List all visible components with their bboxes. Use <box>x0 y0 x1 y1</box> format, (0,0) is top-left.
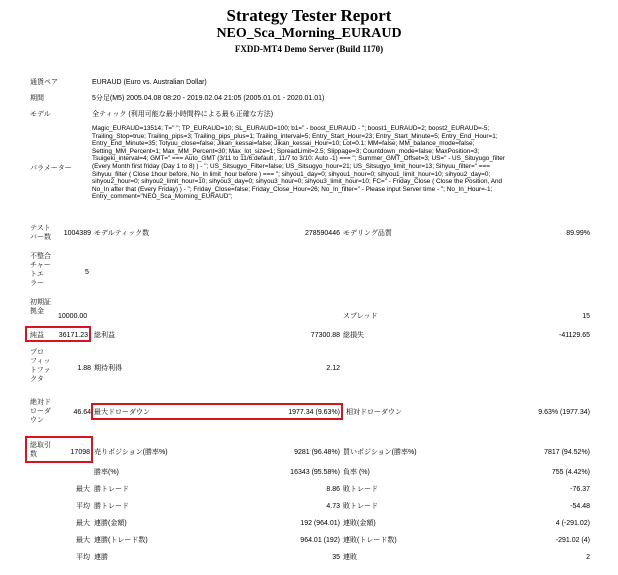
gross-loss-value: -41129.65 <box>558 332 590 339</box>
largest-loss-label: 敗トレード <box>343 486 378 493</box>
avg-cons-wins-value: 35 <box>332 554 340 561</box>
model-value: 全ティック (利用可能な最小時間枠による最も正確な方法) <box>92 111 274 118</box>
model-label: モデル <box>30 111 51 118</box>
spread-label: スプレッド <box>343 313 378 320</box>
ticks-value: 278590446 <box>304 230 340 237</box>
params-line: No_In after that (Every Friday) ) - "; Friday_Close=false; Friday_Close_Hour=26; No_In_filter=" - Please input Server time - "; No_In_Hour=-1; <box>92 185 493 193</box>
largest-win-value: 8.86 <box>326 486 340 493</box>
avg-cons-losses-label: 連敗 <box>343 554 357 561</box>
loss-rate-label: 負率 (%) <box>343 469 370 476</box>
average-prefix: 平均 <box>76 503 90 510</box>
abs-dd-label: 絶対ド ローダ ウン <box>30 399 51 424</box>
report-title: Strategy Tester Report <box>226 6 392 25</box>
rel-dd-value: 9.63% (1977.34) <box>538 409 590 416</box>
max-dd-label: 最大ドローダウン <box>94 409 150 416</box>
largest-loss-value: -76.37 <box>570 486 590 493</box>
largest-win-label: 勝トレード <box>94 486 129 493</box>
pair-value: EURAUD (Euro vs. Australian Dollar) <box>92 79 207 86</box>
largest-prefix: 最大 <box>76 520 90 527</box>
total-trades-label: 総取引 数 <box>30 442 51 458</box>
params-line: Entry_comment="NEO_Sca_Morning_EURAUD"; <box>92 193 233 201</box>
params-label: パラメーター <box>30 165 72 172</box>
params-line: sihyou2_hour=0; sihyou2_limit_hour=10; sihyou3_day=0; sihyou3_hour=0; sihyou3_limit_hour=10; FC=" - Friday_Close ( Close the Position, And <box>92 178 503 186</box>
avg-loss-value: -54.48 <box>570 503 590 510</box>
params-line: Tsuigeki_interval=4; GMT=" === Auto_GMT (3/11 to 11/6:default , 11/7 to 3/10: Auto -1) === "; Summer_GMT_Offset=3; US=" - US_Situyugo_filter <box>92 155 505 163</box>
pair-label: 通貨ペア <box>30 79 58 86</box>
ticks-label: モデルティック数 <box>94 230 150 237</box>
bars-label: テスト バー数 <box>30 225 51 241</box>
largest-prefix: 最大 <box>76 486 90 493</box>
max-cons-loss-label: 連敗(トレード数) <box>343 537 397 544</box>
bars-value: 1004389 <box>63 230 91 237</box>
pf-value: 1.88 <box>77 365 91 372</box>
long-label: 買いポジション(勝率%) <box>343 449 417 456</box>
abs-dd-value: 46.64 <box>73 409 91 416</box>
total-trades-value: 17098 <box>70 449 90 456</box>
gross-loss-label: 総損失 <box>343 332 364 339</box>
win-rate-value: 16343 (95.58%) <box>290 469 340 476</box>
max-cons-losses-value: 4 (-291.02) <box>555 520 590 527</box>
params-line: Sihyuu_filter ( Close 1hour before, No_In limit_hour before ) === "; sihyou1_day=0; sihyou1_hour=0; sihyou1_limit_hour=10; sihyou2_day=0; <box>92 170 491 178</box>
max-cons-wins-label: 連勝(金額) <box>94 520 127 527</box>
avg-loss-label: 敗トレード <box>343 503 378 510</box>
params-value <box>92 125 612 201</box>
max-dd-value: 1977.34 (9.63%) <box>288 409 340 416</box>
loss-rate-value: 755 (4.42%) <box>551 469 590 476</box>
mismatch-value: 5 <box>85 269 89 276</box>
quality-label: モデリング品質 <box>343 230 392 237</box>
expected-label: 期待利得 <box>94 365 122 372</box>
gross-profit-label: 総利益 <box>94 332 115 339</box>
deposit-label: 初期証 拠金 <box>30 299 51 315</box>
rel-dd-label: 相対ドローダウン <box>346 409 402 416</box>
expected-value: 2.12 <box>326 365 340 372</box>
gross-profit-value: 77300.88 <box>310 332 340 339</box>
params-line: Setting_MM_Percent=1; Max_MM_Percent=30; Max_lot_size=1; SpreadLimit=2.5; Slippage=3; Countdown_mode=false; MaxPosition=3; <box>92 147 480 155</box>
max-cons-losses-label: 連敗(金額) <box>343 520 376 527</box>
server-name: FXDD-MT4 Demo Server (Build 1170) <box>234 44 384 54</box>
period-value: 5分足(M5) 2005.04.08 08:20 - 2019.02.04 21:05 (2005.01.01 - 2020.01.01) <box>92 95 325 102</box>
max-cons-profit-value: 964.01 (192) <box>300 537 340 544</box>
short-value: 9281 (96.48%) <box>294 449 340 456</box>
mismatch-label: 不整合 チャー トエ ラー <box>30 253 51 287</box>
avg-win-label: 勝トレード <box>94 503 129 510</box>
deposit-value: 10000.00 <box>58 313 88 320</box>
net-profit-label: 純益 <box>30 332 44 339</box>
net-profit-value: 36171.23 <box>58 332 88 339</box>
long-value: 7817 (94.52%) <box>544 449 590 456</box>
period-label: 期間 <box>30 95 44 102</box>
largest-prefix: 最大 <box>76 537 90 544</box>
short-label: 売りポジション(勝率%) <box>94 449 168 456</box>
average-prefix: 平均 <box>76 554 90 561</box>
avg-cons-wins-label: 連勝 <box>94 554 108 561</box>
avg-win-value: 4.73 <box>326 503 340 510</box>
params-line: Magic_EURAUD=13514; T=" "; TP_EURAUD=10; SL_EURAUD=100; b1=" - boost_EURAUD - "; boost1_EURAUD=2; boost2_EURAUD=-5; <box>92 125 490 132</box>
params-line: Entry_End_Minute=35; Totyuu_close=false; Jikan_kessai=false; Jikan_kessai_Hour=10; Lot=0.1; MM=false; MM_balance_mode=false; <box>92 140 475 148</box>
params-line: (Every Month first friday (Day 1 to 8) ) - "; US_Sitsugyo_Filter=false; US_Sitsugyo_hour=21; US_Sitsugyo_limit_hour=13; Sihyuu_filter=" === <box>92 162 490 170</box>
max-cons-profit-label: 連勝(トレード数) <box>94 537 148 544</box>
report-subtitle: NEO_Sca_Morning_EURAUD <box>216 26 402 41</box>
max-cons-wins-value: 192 (964.01) <box>300 520 340 527</box>
max-cons-loss-value: -291.02 (4) <box>555 537 590 544</box>
spread-value: 15 <box>582 313 590 320</box>
quality-value: 89.99% <box>566 230 590 237</box>
params-line: Trailing_Stop=true; Trailing_pips=3; Trailing_pips_plus=1; Trailing_interval=5; Entry_Start_Hour=23; Entry_Start_Minute=5; Entry_End_Hour=1; <box>92 132 498 140</box>
win-rate-label: 勝率(%) <box>94 469 119 476</box>
avg-cons-losses-value: 2 <box>586 554 590 561</box>
pf-label: プロ フィッ トファ クタ <box>30 349 51 383</box>
